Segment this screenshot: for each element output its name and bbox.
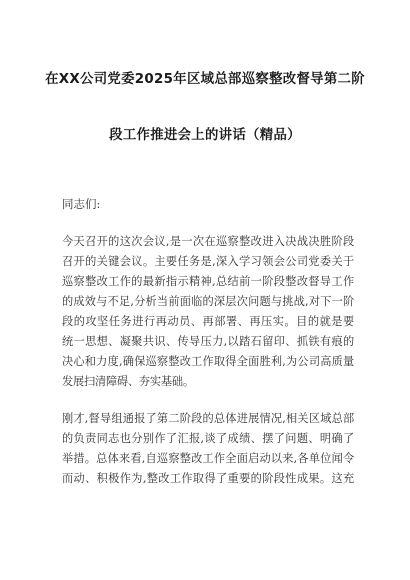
paragraph-1-line: 召开的关键会议。主要任务是,深入学习领会公司党委关于 (62, 255, 354, 268)
document-title-line-2: 段工作推进会上的讲话（精品） (109, 128, 301, 143)
paragraph-1-line: 巡察整改工作的最新指示精神,总结前一阶段整改督导工作 (62, 275, 354, 288)
paragraph-1-line: 决心和力度,确保巡察整改工作取得全面胜利,为公司高质量 (62, 355, 354, 368)
paragraph-1-line: 发展扫清障碍、夯实基础。 (62, 375, 194, 388)
paragraph-1-line: 段的攻坚任务进行再动员、再部署、再压实。目的就是要 (62, 315, 354, 328)
paragraph-1-line: 统一思想、凝聚共识、传导压力,以踏石留印、抓铁有痕的 (62, 335, 354, 348)
paragraph-1-line: 今天召开的这次会议,是一次在巡察整改进入决战决胜阶段 (62, 235, 354, 248)
paragraph-2-line: 刚才,督导组通报了第二阶段的总体进展情况,相关区域总部 (62, 412, 354, 425)
paragraph-2-line: 而动、积极作为,整改工作取得了重要的阶段性成果。这充 (62, 472, 354, 485)
paragraph-2-line: 举措。总体来看,自巡察整改工作全面启动以来,各单位闻令 (62, 452, 354, 465)
greeting: 同志们: (62, 197, 101, 211)
document-title-line-1: 在XX公司党委2025年区域总部巡察整改督导第二阶 (45, 72, 365, 87)
paragraph-2-line: 的负责同志也分别作了汇报,谈了成绩、摆了问题、明确了 (62, 432, 354, 445)
paragraph-1-line: 的成效与不足,分析当前面临的深层次问题与挑战,对下一阶 (62, 295, 354, 308)
